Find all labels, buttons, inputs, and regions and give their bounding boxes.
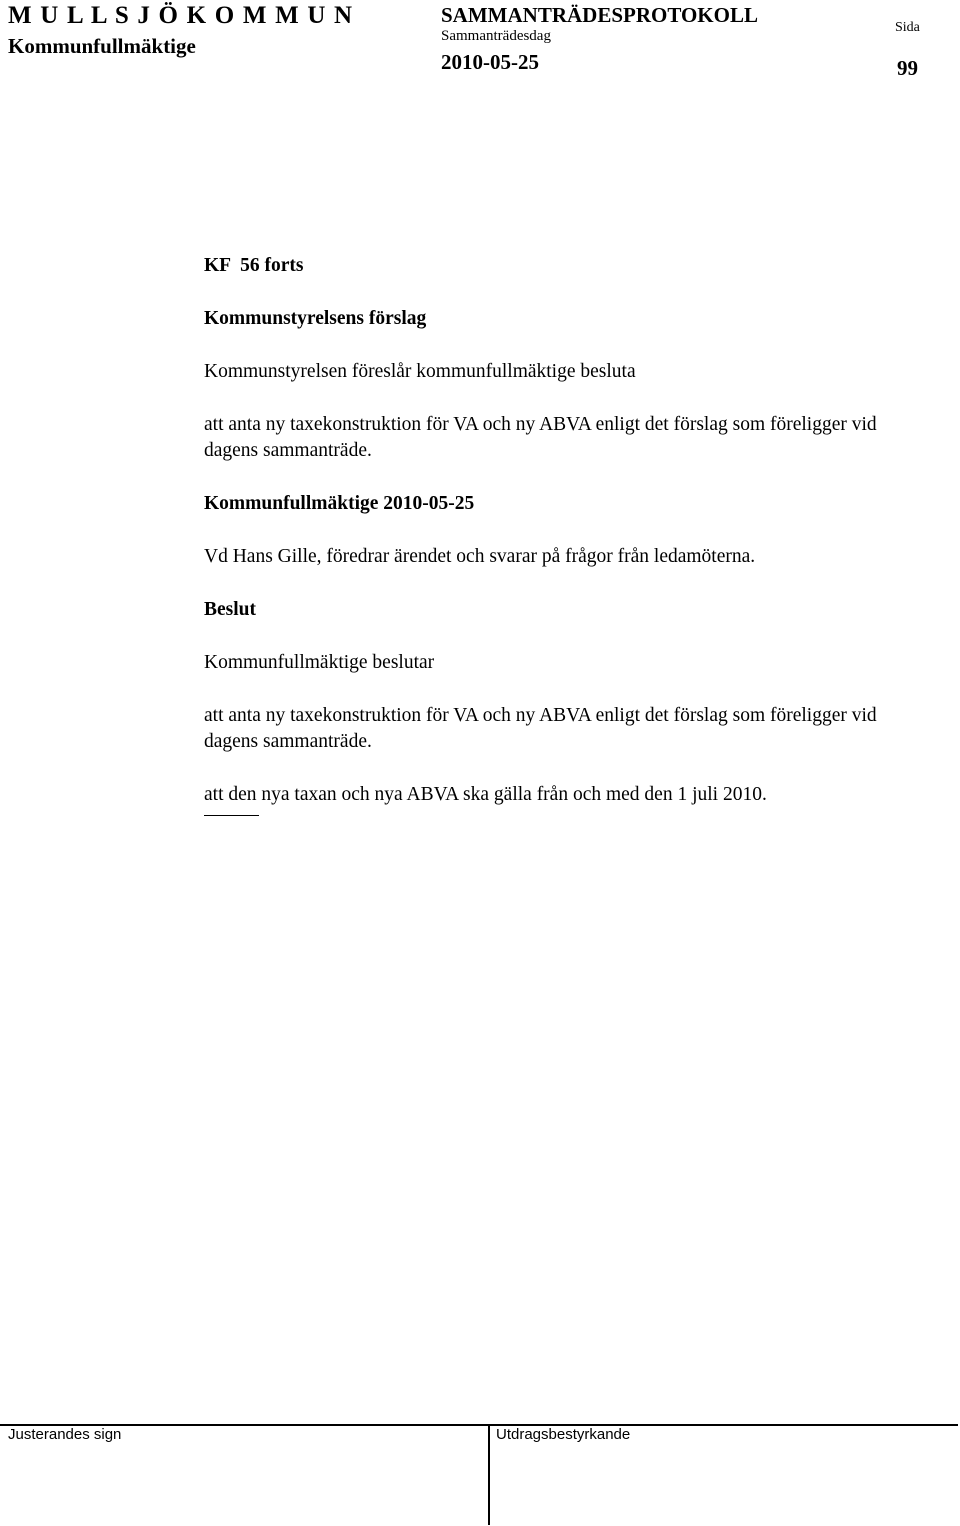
meeting-date-label: Sammanträdesdag bbox=[441, 28, 551, 44]
proposal-heading: Kommunstyrelsens förslag bbox=[204, 308, 427, 329]
section-heading: KF 56 forts bbox=[204, 255, 304, 276]
decision-intro: Kommunfullmäktige beslutar bbox=[204, 652, 435, 673]
organization-name: M U L L S J Ö K O M M U N bbox=[8, 2, 354, 29]
proposal-att-clause: att anta ny taxekonstruktion för VA och ny ABVA enligt det förslag som föreligger vid dagens sammanträde. bbox=[204, 414, 877, 461]
decision-att-clause-1: att anta ny taxekonstruktion för VA och ny ABVA enligt det förslag som föreligger vid dagens sammanträde. bbox=[204, 705, 877, 752]
footer-divider bbox=[488, 1425, 490, 1525]
document-type: SAMMANTRÄDESPROTOKOLL bbox=[441, 3, 758, 27]
page-number: 99 bbox=[897, 56, 918, 80]
page-label: Sida bbox=[895, 20, 920, 35]
footer-rule bbox=[0, 1424, 958, 1426]
meeting-date: 2010-05-25 bbox=[441, 50, 539, 74]
decision-att-clause-2: att den nya taxan och nya ABVA ska gälla från och med den 1 juli 2010. bbox=[204, 784, 767, 805]
assembly-name: Kommunfullmäktige bbox=[8, 34, 196, 58]
protocol-body bbox=[204, 253, 904, 816]
certification-label: Utdragsbestyrkande bbox=[496, 1426, 631, 1443]
meeting-text: Vd Hans Gille, föredrar ärendet och svarar på frågor från ledamöterna. bbox=[204, 546, 756, 567]
section-end-line bbox=[204, 815, 259, 816]
proposal-intro: Kommunstyrelsen föreslår kommunfullmäktige besluta bbox=[204, 361, 636, 382]
decision-heading: Beslut bbox=[204, 599, 257, 620]
signature-label: Justerandes sign bbox=[8, 1426, 122, 1443]
meeting-heading: Kommunfullmäktige 2010-05-25 bbox=[204, 493, 475, 514]
